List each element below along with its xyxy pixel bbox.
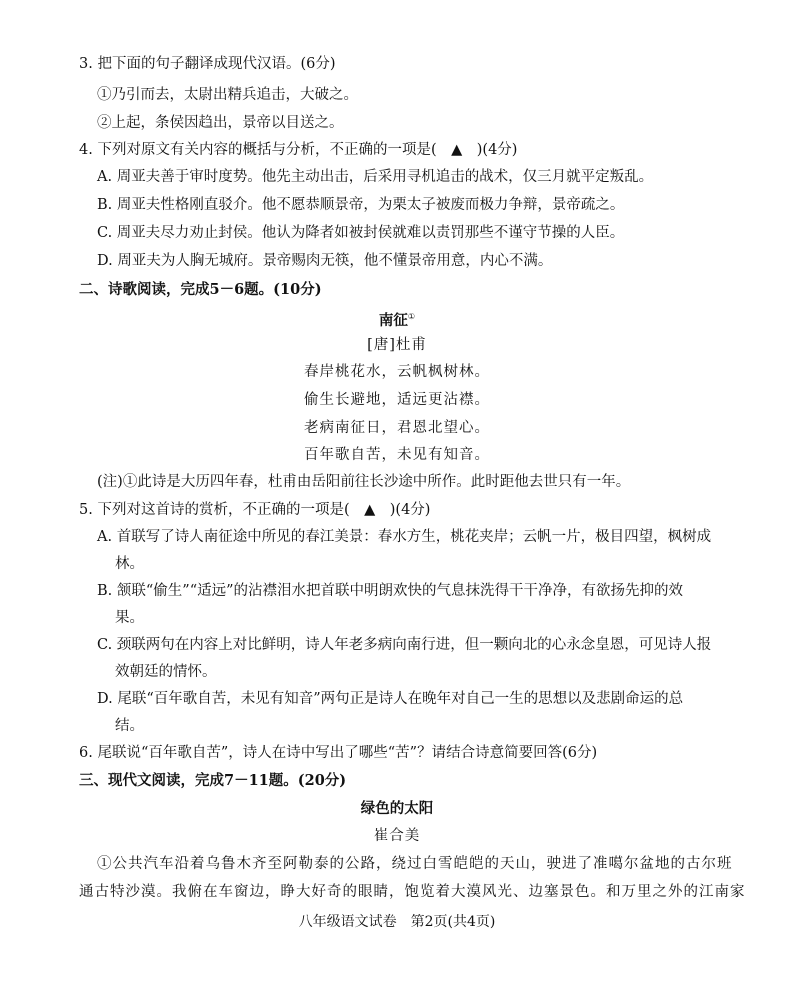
q4-option-c: C. 周亚夫尽力劝止封侯。他认为降者如被封侯就难以责罚那些不谨守节操的人臣。: [97, 225, 625, 241]
article-title: 绿色的太阳: [360, 800, 434, 817]
q5-option-c-line-2: 效朝廷的情怀。: [115, 664, 217, 680]
article-author: 崔合美: [373, 828, 421, 844]
section3-heading: 三、现代文阅读，完成7－11题。(20分): [79, 772, 347, 789]
page-footer: 八年级语文试卷 第2页(共4页): [298, 914, 496, 930]
q5-option-c-line-1: C. 颈联两句在内容上对比鲜明，诗人年老多病向南行进，但一颗向北的心永念皇恩，可见诗人报: [97, 637, 712, 653]
q5-option-d-line-2: 结。: [115, 718, 144, 734]
poem-title-line: [0, 307, 794, 331]
q4-option-a: A. 周亚夫善于审时度势。他先主动出击，后采用寻机追击的战术，仅三月就平定叛乱。: [97, 169, 654, 185]
q4-option-d: D. 周亚夫为人胸无城府。景帝赐肉无筷，他不懂景帝用意，内心不满。: [97, 253, 553, 269]
poem-author: [唐]杜甫: [367, 337, 427, 353]
q3-sentence-1: ①乃引而去，太尉出精兵追击，大破之。: [97, 87, 358, 103]
q5-option-a-line-1: A. 首联写了诗人南征途中所见的春江美景：春水方生，桃花夹岸；云帆一片，极目四望，枫树成: [97, 529, 712, 545]
q5-stem: 5. 下列对这首诗的赏析，不正确的一项是( ▲ )(4分): [79, 502, 431, 518]
poem-line-4: 百年歌自苦，未见有知音。: [304, 447, 490, 463]
q4-option-b: B. 周亚夫性格刚直驳介。他不愿恭顺景帝，为栗太子被废而极力争辩，景帝疏之。: [97, 197, 625, 213]
poem-note: (注)①此诗是大历四年春，杜甫由岳阳前往长沙途中所作。此时距他去世只有一年。: [97, 474, 631, 490]
q5-option-d-line-1: D. 尾联“百年歌自苦，未见有知音”两句正是诗人在晚年对自己一生的思想以及悲剧命运的总: [97, 691, 684, 707]
article-para1-line2: 通古特沙漠。我俯在车窗边，睁大好奇的眼睛，饱览着大漠风光、边塞景色。和万里之外的江南家: [79, 884, 746, 900]
article-para1-line1: ①公共汽车沿着乌鲁木齐至阿勒泰的公路，绕过白雪皑皑的天山，驶进了准噶尔盆地的古尔班: [97, 856, 733, 872]
poem-note-mark: ①: [407, 312, 416, 321]
poem-title: 南征: [378, 311, 408, 329]
q3-sentence-2: ②上起，条侯因趋出，景帝以目送之。: [97, 115, 344, 131]
poem-line-2: 偷生长避地，适远更沾襟。: [304, 392, 490, 408]
q5-option-b-line-1: B. 颔联“偷生”“适远”的沾襟泪水把首联中明朗欢快的气息抹洗得干干净净，有欲扬先抑的效: [97, 583, 684, 599]
q5-option-a-line-2: 林。: [115, 556, 144, 572]
q6-stem: 6. 尾联说“百年歌自苦”，诗人在诗中写出了哪些“苦”？请结合诗意简要回答(6分): [79, 745, 598, 761]
q5-option-b-line-2: 果。: [115, 610, 144, 626]
q4-stem: 4. 下列对原文有关内容的概括与分析，不正确的一项是( ▲ )(4分): [79, 142, 518, 158]
poem-line-3: 老病南征日，君恩北望心。: [304, 420, 490, 436]
q3-stem: 3. 把下面的句子翻译成现代汉语。(6分): [79, 56, 336, 72]
section2-heading: 二、诗歌阅读，完成5－6题。(10分): [79, 281, 322, 298]
poem-line-1: 春岸桃花水，云帆枫树林。: [304, 364, 490, 380]
